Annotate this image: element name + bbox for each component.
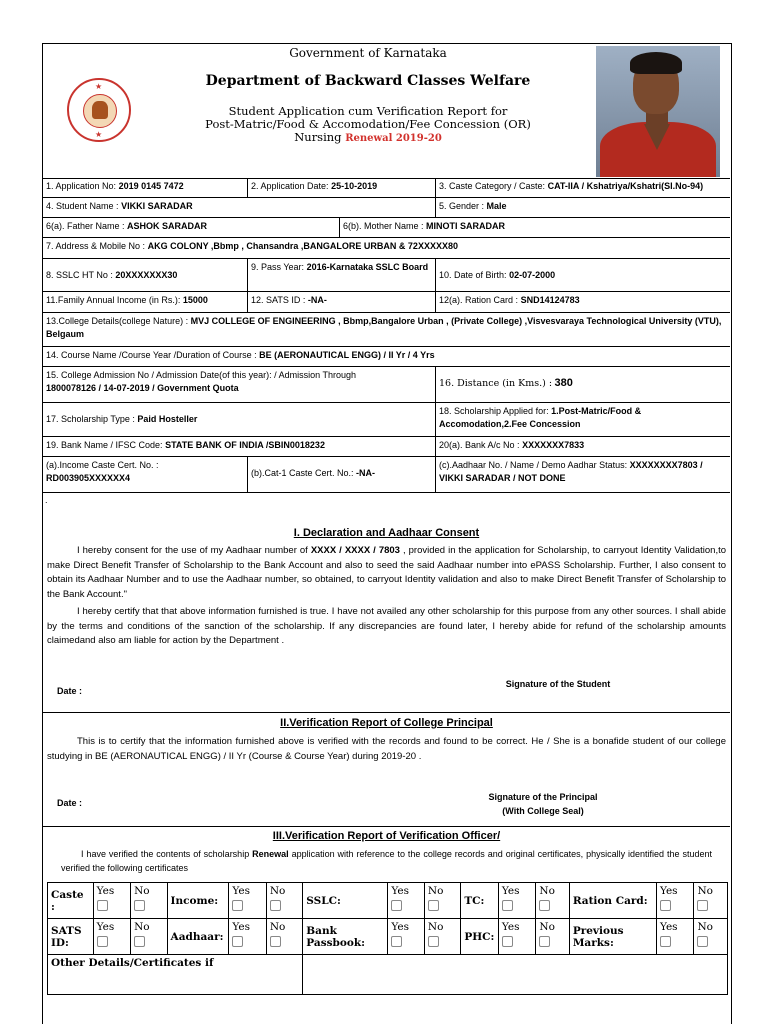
- passbook-yes-checkbox[interactable]: [391, 936, 402, 947]
- mother-name: 6(b). Mother Name : MINOTI SARADAR: [340, 218, 730, 238]
- check-label: PHC:: [461, 919, 499, 955]
- aadhaar-consent-text: I hereby consent for the use of my Aadhaar number of XXXX / XXXX / 7803 , provided in the application for Scholarship, to carryout Identity Validation,to make Direct Benefit Transfer of Scholarship to the Bank Account and also to seed the said Aadhaar number into ePASS Scholarship. Further, I also consent to obtain its Aadhaar Number and to use the Aadhaar number, so obtained, to carryout Identity validation and also to make Direct Benefit Transfer of Scholarship to the Bank Account.": [47, 545, 727, 600]
- marks-no-checkbox[interactable]: [697, 936, 708, 947]
- income-no-checkbox[interactable]: [270, 900, 281, 911]
- officer-title: III.Verification Report of Verification Officer/: [272, 830, 501, 842]
- distance: 16. Distance (in Kms.) : 380: [436, 367, 730, 403]
- phc-yes-checkbox[interactable]: [502, 936, 513, 947]
- marks-yes-checkbox[interactable]: [660, 936, 671, 947]
- declaration-date: Date :: [57, 686, 83, 696]
- certification-text: I hereby certify that that above information furnished is true. I have not availed any other scholarship for this purpose from any other sources. I shall abide by the terms and conditions of the sanction of the scholarship. If any discrepancies are found later, I hereby abide for refund of the scholarship amounts claimedand also am liable for action by the Department .: [47, 606, 726, 646]
- report-title: Student Application cum Verification Report for Post-Matric/Food & Accomodation/Fee Concession (OR) Nursing Renewal 2019-20: [205, 104, 531, 144]
- principal-date: Date :: [57, 798, 83, 808]
- certificate-checklist: Caste : Yes No Income: Yes No SSLC: Yes No TC: Yes No Ration Card: Yes No SATS ID: Yes No Aadhaar: Yes No Bank Passbook: Yes No PHC: Yes No Previous Marks: Yes No Other Details/Certificates if: [47, 882, 728, 995]
- scholarship-type: 17. Scholarship Type : Paid Hosteller: [43, 403, 436, 437]
- tc-no-checkbox[interactable]: [539, 900, 550, 911]
- family-income: 11.Family Annual Income (in Rs.): 15000: [43, 292, 248, 313]
- college-admission: 15. College Admission No / Admission Date(of this year): / Admission Through 1800078126 / 14-07-2019 / Government Quota: [43, 367, 436, 403]
- course-details: 14. Course Name /Course Year /Duration of Course : BE (AERONAUTICAL ENGG) / II Yr / 4 Yrs: [43, 347, 730, 367]
- check-label: Aadhaar:: [167, 919, 229, 955]
- application-form: [42, 43, 732, 1024]
- check-label: Income:: [167, 883, 229, 919]
- sslc-yes-checkbox[interactable]: [391, 900, 402, 911]
- pass-year: 9. Pass Year: 2016-Karnataka SSLC Board: [248, 259, 436, 292]
- check-label: SSLC:: [303, 883, 388, 919]
- principal-section: [43, 713, 730, 827]
- renewal-label: Renewal 2019-20: [345, 133, 442, 144]
- caste-yes-checkbox[interactable]: [97, 900, 108, 911]
- check-label: SATS ID:: [48, 919, 94, 955]
- bank-name: 19. Bank Name / IFSC Code: STATE BANK OF INDIA /SBIN0018232: [43, 437, 436, 457]
- student-name: 4. Student Name : VIKKI SARADAR: [43, 198, 436, 218]
- tc-yes-checkbox[interactable]: [502, 900, 513, 911]
- declaration-section: . I. Declaration and Aadhaar Consent I hereby consent for the use of my Aadhaar number of XXXX / XXXX / 7803 , provided in the application for Scholarship, to carryout Identity Validation,to make Direct Benefit Transfer of Scholarship to the Bank Account and also to seed the said Aadhaar number into ePASS Scholarship. Further, I also consent to obtain its Aadhaar Number and to use the Aadhaar number, so obtained, to carryout Identity validation and also to make Direct Benefit Transfer of Scholarship to the Bank Account." I hereby certify that that above information furnished is true. I have not availed any other scholarship for this purpose from any other sources. I shall abide by the terms and conditions of the sanction of the scholarship. If any discrepancies are found later, I hereby abide for refund of the scholarship amounts claimedand also am liable for action by the Department . Date : Signature of the Student: [43, 493, 730, 713]
- income-yes-checkbox[interactable]: [232, 900, 243, 911]
- aadhaar-yes-checkbox[interactable]: [232, 936, 243, 947]
- officer-text: I have verified the contents of scholarship Renewal application with reference to the college records and original certificates, physically identified the student verified the following certificates: [61, 849, 712, 873]
- sslc-ht-no: 8. SSLC HT No : 20XXXXXXX30: [43, 259, 248, 292]
- check-label: Bank Passbook:: [303, 919, 388, 955]
- father-name: 6(a). Father Name : ASHOK SARADAR: [43, 218, 340, 238]
- sats-no-checkbox[interactable]: [134, 936, 145, 947]
- principal-signature: Signature of the Principal (With College Seal): [488, 792, 598, 816]
- ration-card: 12(a). Ration Card : SND14124783: [436, 292, 730, 313]
- student-photo: [596, 46, 720, 177]
- scholarship-applied: 18. Scholarship Applied for: 1.Post-Matric/Food & Accomodation,2.Fee Concession: [436, 403, 730, 437]
- check-label: TC:: [461, 883, 499, 919]
- check-label: Caste :: [48, 883, 94, 919]
- student-signature: Signature of the Student: [505, 679, 611, 689]
- sats-yes-checkbox[interactable]: [97, 936, 108, 947]
- phc-no-checkbox[interactable]: [539, 936, 550, 947]
- officer-section: [43, 827, 730, 1027]
- ration-no-checkbox[interactable]: [697, 900, 708, 911]
- address-mobile: 7. Address & Mobile No : AKG COLONY ,Bbmp , Chansandra ,BANGALORE URBAN & 72XXXXX80: [43, 238, 730, 259]
- passbook-no-checkbox[interactable]: [428, 936, 439, 947]
- aadhaar-status: (c).Aadhaar No. / Name / Demo Aadhar Status: XXXXXXXX7803 / VIKKI SARADAR / NOT DONE: [436, 457, 730, 493]
- declaration-title: I. Declaration and Aadhaar Consent: [293, 527, 480, 539]
- college-details: 13.College Details(college Nature) : MVJ COLLEGE OF ENGINEERING , Bbmp,Bangalore Urban , (Private College) ,Visvesvaraya Technological University (VTU), Belgaum: [43, 313, 730, 347]
- department-title: Department of Backward Classes Welfare: [205, 73, 531, 89]
- caste-no-checkbox[interactable]: [134, 900, 145, 911]
- form-header: [43, 44, 730, 179]
- government-seal-icon: ★ ★: [67, 78, 131, 142]
- ration-yes-checkbox[interactable]: [660, 900, 671, 911]
- date-of-birth: 10. Date of Birth: 02-07-2000: [436, 259, 730, 292]
- application-date: 2. Application Date: 25-10-2019: [248, 178, 436, 198]
- principal-text: This is to certify that the information furnished above is verified with the records and found to be correct. He / She is a bonafide student of our college studying in BE (AERONAUTICAL ENGG) / II Yr (Course & Course Year) during 2019-20 .: [47, 736, 726, 762]
- sats-id: 12. SATS ID : -NA-: [248, 292, 436, 313]
- government-title: Government of Karnataka: [289, 46, 447, 60]
- aadhaar-no-checkbox[interactable]: [270, 936, 281, 947]
- bank-account: 20(a). Bank A/c No : XXXXXXX7833: [436, 437, 730, 457]
- check-label: Ration Card:: [569, 883, 656, 919]
- sslc-no-checkbox[interactable]: [428, 900, 439, 911]
- check-label: Previous Marks:: [569, 919, 656, 955]
- other-details-label: Other Details/Certificates if: [48, 955, 303, 995]
- principal-title: II.Verification Report of College Principal: [280, 717, 493, 729]
- application-no: 1. Application No: 2019 0145 7472: [43, 178, 248, 198]
- gender: 5. Gender : Male: [436, 198, 730, 218]
- income-caste-cert: (a).Income Caste Cert. No. : RD003905XXXXXX4: [43, 457, 248, 493]
- cat1-caste-cert: (b).Cat-1 Caste Cert. No.: -NA-: [248, 457, 436, 493]
- caste-category: 3. Caste Category / Caste: CAT-IIA / Kshatriya/Kshatri(Sl.No-94): [436, 178, 730, 198]
- other-details-field[interactable]: [303, 955, 728, 995]
